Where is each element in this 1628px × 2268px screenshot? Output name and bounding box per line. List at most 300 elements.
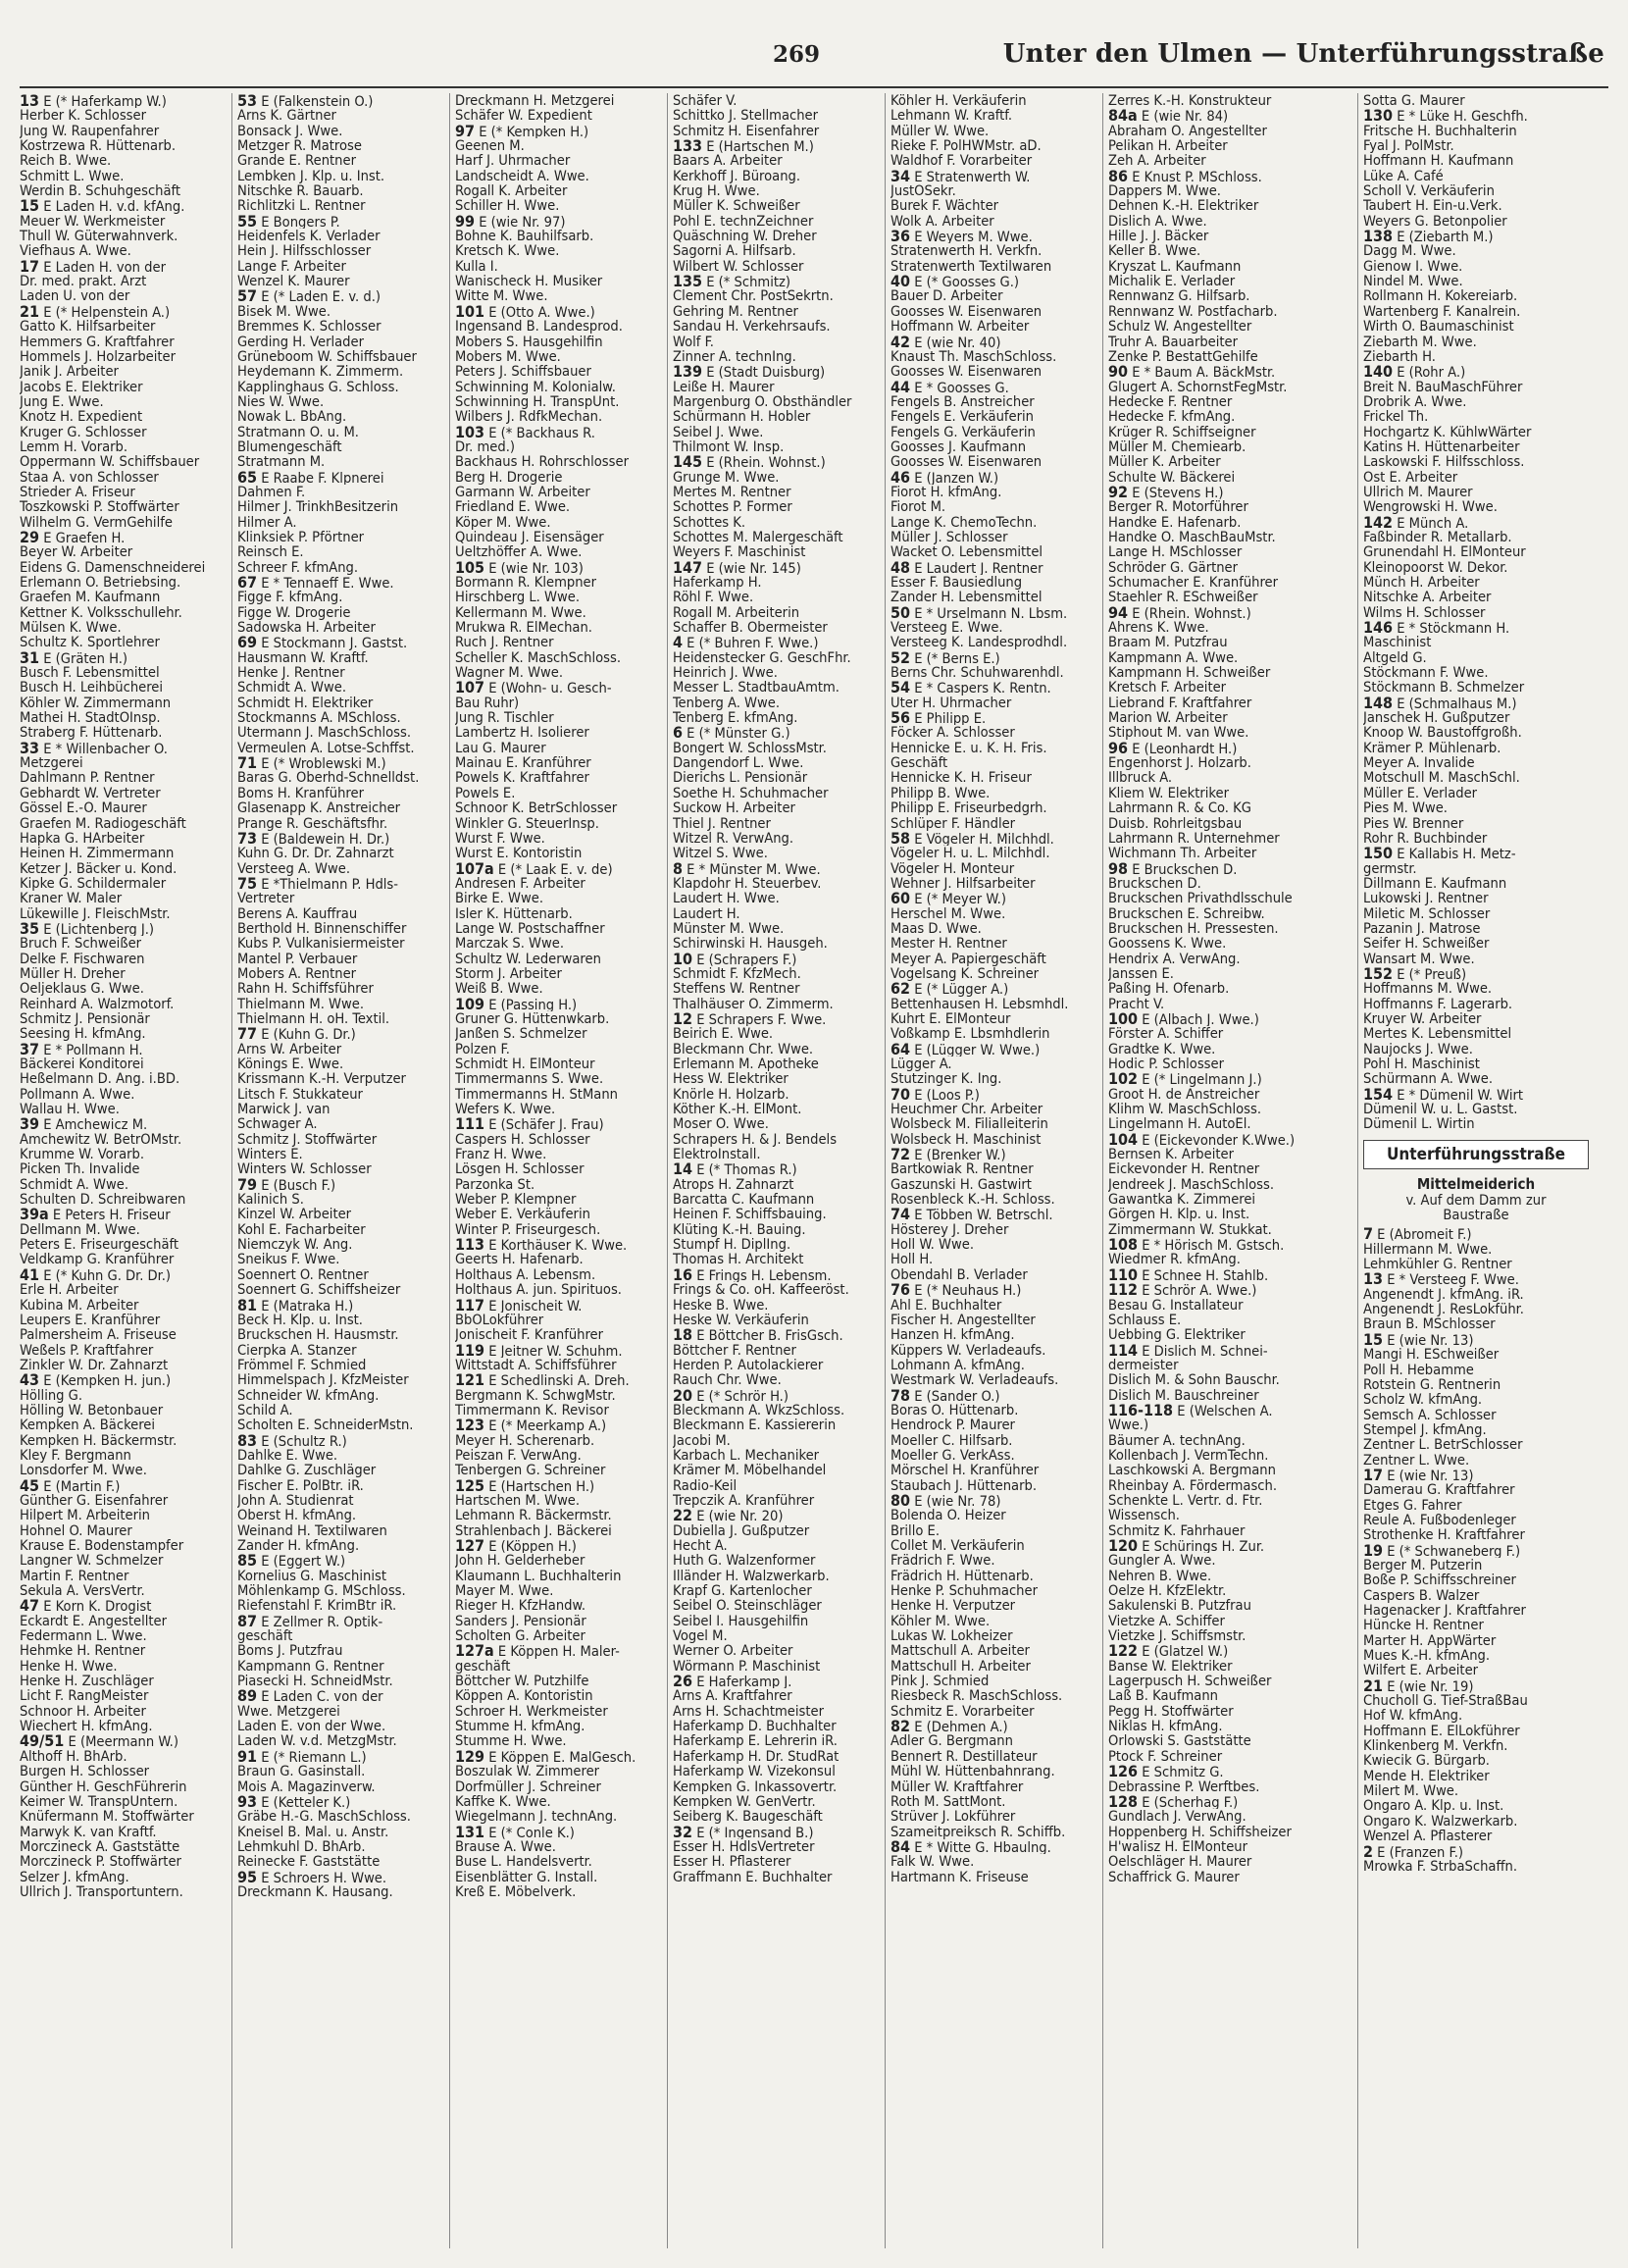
directory-entry: Strieder A. Friseur: [20, 484, 135, 500]
directory-entry: Kostrzewa R. Hüttenarb.: [20, 138, 176, 154]
directory-entry: 33 E * Willenbacher O.: [20, 740, 168, 756]
directory-entry: Janschek H. Gußputzer: [1363, 710, 1510, 726]
house-number: 41: [20, 1266, 40, 1283]
directory-entry: Jacobs E. Elektriker: [20, 379, 143, 394]
directory-entry: Klinksiek P. Pförtner: [237, 529, 365, 545]
directory-entry: Strüver J. Lokführer: [890, 1809, 1016, 1825]
directory-entry: Tenbergen G. Schreiner: [455, 1463, 606, 1478]
street-section-title: Unterführungsstraße: [1363, 1140, 1589, 1169]
directory-entry: Schulte W. Bäckerei: [1108, 469, 1236, 485]
directory-entry: Landscheidt A. Wwe.: [455, 168, 589, 184]
directory-entry: Hausmann W. Kraftf.: [237, 649, 369, 666]
directory-entry: Heinrich J. Wwe.: [673, 665, 778, 681]
directory-column: [237, 93, 445, 2248]
house-number: 93: [237, 1793, 258, 1810]
directory-entry: 117 E Jonischeit W.: [455, 1297, 583, 1313]
page-header: [0, 35, 1628, 75]
directory-entry: Dislich M. & Sohn Bauschr.: [1108, 1372, 1280, 1388]
directory-entry: Berthold H. Binnenschiffer: [237, 920, 407, 937]
directory-entry: Bennert R. Destillateur: [890, 1748, 1038, 1765]
directory-entry: Meyer H. Scherenarb.: [455, 1432, 595, 1448]
house-number: 37: [20, 1041, 40, 1057]
directory-entry: Rollmann H. Kokereiarb.: [1363, 288, 1518, 304]
directory-entry: Haferkamp H. Dr. StudRat: [673, 1748, 839, 1765]
directory-entry: Storm J. Arbeiter: [455, 965, 562, 982]
house-number: 17: [20, 258, 40, 275]
house-number: 29: [20, 529, 40, 545]
directory-entry: 52 E (* Berns E.): [890, 649, 1000, 666]
directory-entry: Pegg H. Stoffwärter: [1108, 1703, 1234, 1720]
directory-entry: 94 E (Rhein. Wohnst.): [1108, 604, 1251, 621]
directory-entry: Heydemann K. Zimmerm.: [237, 364, 404, 380]
house-number: 154: [1363, 1086, 1394, 1103]
directory-entry: Piasecki H. SchneidMstr.: [237, 1674, 393, 1689]
directory-entry: Meuer W. Werkmeister: [20, 213, 166, 230]
house-number: 92: [1108, 484, 1129, 500]
house-number: 85: [237, 1553, 258, 1569]
directory-entry: Morczineck A. Gaststätte: [20, 1838, 180, 1855]
directory-entry: Kempken W. GenVertr.: [673, 1793, 816, 1810]
house-number: 152: [1363, 965, 1394, 982]
directory-entry: Oelze H. KfzElektr.: [1108, 1583, 1227, 1599]
directory-entry: Lange W. Postschaffner: [455, 920, 605, 937]
directory-entry: Krämer P. Mühlenarb.: [1363, 740, 1501, 756]
directory-entry: 76 E (* Neuhaus H.): [890, 1282, 1022, 1298]
house-number: 104: [1108, 1131, 1139, 1148]
directory-entry: Schaffrick G. Maurer: [1108, 1869, 1240, 1884]
directory-entry: Janssen E.: [1108, 965, 1174, 982]
directory-entry: Zenke P. BestattGehilfe: [1108, 348, 1258, 365]
directory-entry: Schrapers H. & J. Bendels: [673, 1131, 838, 1148]
directory-entry: Polzen F.: [455, 1041, 510, 1057]
house-number: 15: [1363, 1331, 1384, 1348]
directory-entry: Barcatta C. Kaufmann: [673, 1192, 815, 1208]
house-number: 21: [20, 303, 40, 320]
directory-entry: Mues K.-H. kfmAng.: [1363, 1648, 1491, 1664]
directory-entry: 14 E (* Thomas R.): [673, 1161, 797, 1177]
directory-entry: 50 E * Urselmann N. Lbsm.: [890, 604, 1068, 621]
directory-entry: Oelschläger H. Maurer: [1108, 1854, 1252, 1870]
directory-entry: Wacket O. Lebensmittel: [890, 544, 1043, 560]
directory-entry: Ahl E. Buchhalter: [890, 1297, 1002, 1313]
directory-entry: Kerkhoff J. Büroang.: [673, 168, 801, 184]
directory-entry: Kruger G. Schlosser: [20, 424, 147, 439]
directory-entry: Gungler A. Wwe.: [1108, 1553, 1216, 1569]
directory-entry: Uter H. Uhrmacher: [890, 695, 1012, 711]
directory-entry: Baars A. Arbeiter: [673, 153, 783, 169]
directory-entry: Lingelmann H. AutoEl.: [1108, 1116, 1251, 1132]
directory-entry: Burgen H. Schlosser: [20, 1764, 150, 1779]
directory-entry: 62 E (* Lügger A.): [890, 981, 1009, 997]
directory-entry: 45 E (Martin F.): [20, 1477, 121, 1493]
directory-entry: Herden P. Autolackierer: [673, 1357, 824, 1373]
directory-entry: Hennicke E. u. K. H. Fris.: [890, 740, 1047, 756]
directory-entry: Lambertz H. Isolierer: [455, 725, 589, 741]
directory-entry: Stutzinger K. Ing.: [890, 1071, 1002, 1087]
directory-entry: Pazanin J. Matrose: [1363, 920, 1481, 937]
directory-entry: Scheller K. MaschSchloss.: [455, 649, 622, 666]
directory-entry: Glasenapp K. Anstreicher: [237, 800, 401, 816]
directory-entry: Obendahl B. Verlader: [890, 1266, 1028, 1283]
directory-entry: Schneider W. kfmAng.: [237, 1387, 380, 1403]
directory-entry: geschäft: [455, 1658, 511, 1675]
directory-entry: Schulten D. Schreibwaren: [20, 1192, 186, 1208]
directory-entry: 123 E (* Meerkamp A.): [455, 1418, 607, 1433]
directory-entry: Dr. med.): [455, 438, 516, 455]
directory-entry: Karbach L. Mechaniker: [673, 1447, 820, 1464]
directory-entry: Mende H. Elektriker: [1363, 1768, 1490, 1784]
directory-entry: John A. Studienrat: [237, 1492, 354, 1509]
directory-entry: Banse W. Elektriker: [1108, 1658, 1233, 1675]
directory-entry: 81 E (Matraka H.): [237, 1297, 354, 1313]
house-number: 14: [673, 1161, 693, 1177]
directory-entry: Debrassine P. Werftbes.: [1108, 1778, 1260, 1794]
directory-entry: Lüke A. Café: [1363, 168, 1444, 184]
directory-entry: Cierpka A. Stanzer: [237, 1342, 357, 1358]
directory-entry: Wissensch.: [1108, 1508, 1180, 1523]
directory-entry: Gössel E.-O. Maurer: [20, 800, 147, 816]
directory-entry: 87 E Zellmer R. Optik-: [237, 1613, 383, 1629]
directory-entry: Altgeld G.: [1363, 649, 1427, 666]
directory-entry: Pohl E. technZeichner: [673, 213, 814, 230]
house-number: 60: [890, 891, 911, 906]
directory-entry: 65 E Raabe F. Klpnerei: [237, 469, 384, 485]
house-number: 127a: [455, 1643, 494, 1659]
directory-entry: 69 E Stockmann J. Gastst.: [237, 635, 408, 650]
directory-entry: Nies W. Wwe.: [237, 393, 325, 410]
house-number: 122: [1108, 1643, 1139, 1659]
directory-entry: Geerts H. Hafenarb.: [455, 1252, 584, 1267]
directory-entry: Stratmann O. u. M.: [237, 424, 359, 439]
house-number: 76: [890, 1282, 911, 1298]
directory-entry: dermeister: [1108, 1357, 1179, 1373]
directory-entry: Sakulenski B. Putzfrau: [1108, 1598, 1251, 1614]
directory-entry: Picken Th. Invalide: [20, 1161, 140, 1177]
directory-entry: Parzonka St.: [455, 1176, 535, 1193]
directory-entry: 35 E (Lichtenberg J.): [20, 920, 155, 937]
directory-entry: Staa A. von Schlosser: [20, 469, 159, 485]
directory-entry: 77 E (Kuhn G. Dr.): [237, 1026, 356, 1042]
directory-entry: Pink J. Schmied: [890, 1674, 990, 1689]
directory-entry: Clement Chr. PostSekrtn.: [673, 288, 834, 304]
directory-entry: Zinner A. technIng.: [673, 348, 796, 365]
house-number: 78: [890, 1387, 911, 1403]
directory-entry: Kempken H. Bäckermstr.: [20, 1432, 178, 1448]
directory-entry: 133 E (Hartschen M.): [673, 138, 814, 154]
directory-entry: Krause E. Bodenstampfer: [20, 1538, 184, 1554]
directory-entry: Mobers A. Rentner: [237, 965, 357, 982]
directory-entry: Mrukwa R. ElMechan.: [455, 620, 592, 636]
house-number: 145: [673, 454, 703, 470]
directory-entry: Kettner K. Volksschullehr.: [20, 604, 182, 621]
directory-entry: 122 E (Glatzel W.): [1108, 1643, 1229, 1659]
directory-entry: Pies W. Brenner: [1363, 815, 1464, 831]
directory-entry: Berens A. Kauffrau: [237, 905, 358, 921]
directory-entry: Hodic P. Schlosser: [1108, 1057, 1224, 1072]
directory-entry: Marczak S. Wwe.: [455, 936, 565, 952]
house-number: 36: [890, 229, 911, 244]
directory-entry: Weinand H. Textilwaren: [237, 1522, 387, 1538]
directory-entry: Küppers W. Verladeaufs.: [890, 1342, 1046, 1358]
directory-entry: Rauch Chr. Wwe.: [673, 1372, 782, 1388]
directory-entry: 127 E (Köppen H.): [455, 1538, 577, 1554]
directory-entry: Weber P. Klempner: [455, 1192, 577, 1208]
directory-entry: Scholl V. Verkäuferin: [1363, 183, 1495, 199]
directory-entry: Erlemann O. Betriebsing.: [20, 575, 181, 591]
directory-entry: 56 E Philipp E.: [890, 710, 987, 726]
directory-entry: Lange H. MSchlosser: [1108, 544, 1243, 560]
directory-entry: Veldkamp G. Kranführer: [20, 1252, 175, 1267]
directory-entry: Nindel M. Wwe.: [1363, 274, 1463, 289]
directory-entry: Buse L. Handelsvertr.: [455, 1854, 592, 1870]
directory-entry: Knotz H. Expedient: [20, 409, 143, 425]
directory-entry: Sneikus F. Wwe.: [237, 1252, 340, 1267]
directory-entry: Knörle H. Holzarb.: [673, 1086, 789, 1103]
directory-entry: Rohr R. Buchbinder: [1363, 830, 1488, 847]
directory-entry: 78 E (Sander O.): [890, 1387, 1000, 1403]
directory-entry: Oppermann W. Schiffsbauer: [20, 454, 200, 470]
house-number: 62: [890, 981, 911, 997]
directory-entry: Boszulak W. Zimmerer: [455, 1764, 600, 1779]
directory-entry: Bartkowiak R. Rentner: [890, 1161, 1034, 1177]
directory-entry: Bleckmann Chr. Wwe.: [673, 1041, 814, 1057]
directory-entry: 19 E (* Schwaneberg F.): [1363, 1542, 1521, 1558]
directory-entry: ElektroInstall.: [673, 1147, 761, 1162]
directory-entry: Voßkamp E. Lbsmhdlerin: [890, 1026, 1050, 1042]
directory-entry: 46 E (Janzen W.): [890, 469, 999, 485]
house-number: 139: [673, 364, 703, 380]
directory-entry: Baras G. Oberhd-Schnelldst.: [237, 770, 420, 786]
directory-entry: Henke H. Zuschläger: [20, 1674, 154, 1689]
directory-entry: Peters J. Schiffsbauer: [455, 364, 591, 380]
directory-entry: Ullrich M. Maurer: [1363, 484, 1473, 500]
house-number: 20: [673, 1387, 693, 1403]
house-number: 53: [237, 93, 258, 109]
house-number: 13: [20, 93, 40, 109]
house-number: 10: [673, 951, 693, 966]
directory-entry: Rheinbay A. Fördermasch.: [1108, 1477, 1278, 1493]
directory-entry: Staehler R. ESchweißer: [1108, 590, 1258, 605]
directory-entry: Schwinning H. TranspUnt.: [455, 393, 620, 410]
directory-entry: Eickevonder H. Rentner: [1108, 1161, 1260, 1177]
directory-entry: Moeller C. Hilfsarb.: [890, 1432, 1013, 1448]
directory-entry: Kinzel W. Arbeiter: [237, 1207, 352, 1222]
directory-entry: Reinhard A. Walzmotorf.: [20, 996, 175, 1011]
directory-entry: Stumpf H. DiplIng.: [673, 1237, 791, 1253]
directory-entry: Ziebarth H.: [1363, 348, 1436, 365]
directory-entry: 75 E *Thielmann P. Hdls-: [237, 875, 399, 892]
directory-entry: 110 E Schnee H. Stahlb.: [1108, 1266, 1269, 1283]
directory-entry: Könings E. Wwe.: [237, 1057, 344, 1072]
directory-entry: 83 E (Schultz R.): [237, 1432, 347, 1448]
directory-entry: Mertes K. Lebensmittel: [1363, 1026, 1512, 1042]
directory-entry: Bruch F. Schweißer: [20, 936, 142, 952]
house-number: 4: [673, 635, 684, 650]
directory-entry: Roth M. SattMont.: [890, 1793, 1006, 1810]
directory-entry: Schulz W. Angestellter: [1108, 319, 1252, 335]
directory-entry: Lehmann W. Kraftf.: [890, 108, 1013, 124]
directory-entry: 91 E (* Riemann L.): [237, 1748, 367, 1765]
directory-entry: Dorfmüller J. Schreiner: [455, 1778, 601, 1794]
directory-entry: Kubs P. Vulkanisiermeister: [237, 936, 405, 952]
directory-entry: Kretsch K. Wwe.: [455, 243, 560, 259]
directory-entry: Naujocks J. Wwe.: [1363, 1041, 1473, 1057]
directory-entry: 21 E (* Helpenstein A.): [20, 303, 171, 320]
directory-entry: Hess W. Elektriker: [673, 1071, 789, 1087]
directory-entry: Bauer D. Arbeiter: [890, 288, 1003, 304]
directory-entry: Laß B. Kaufmann: [1108, 1688, 1218, 1704]
directory-entry: Gawantka K. Zimmerei: [1108, 1192, 1256, 1208]
directory-entry: Sandau H. Verkehrsaufs.: [673, 319, 831, 335]
directory-entry: Schürmann H. Hobler: [673, 409, 811, 425]
house-number: 148: [1363, 695, 1394, 711]
house-number: 45: [20, 1477, 40, 1493]
directory-entry: Drobrik A. Wwe.: [1363, 393, 1467, 410]
directory-entry: Engenhorst J. Holzarb.: [1108, 755, 1251, 771]
directory-entry: Jendreek J. MaschSchloss.: [1108, 1176, 1274, 1193]
directory-entry: Schröder G. Gärtner: [1108, 559, 1239, 575]
directory-entry: 128 E (Scherhag F.): [1108, 1793, 1239, 1810]
directory-entry: Sotta G. Maurer: [1363, 93, 1465, 109]
directory-entry: Zentner L. Wwe.: [1363, 1452, 1470, 1468]
directory-entry: Powels E.: [455, 785, 516, 801]
directory-entry: Boras O. Hüttenarb.: [890, 1402, 1019, 1418]
directory-entry: Viefhaus A. Wwe.: [20, 243, 131, 259]
directory-entry: 98 E Bruckschen D.: [1108, 860, 1238, 876]
directory-entry: Graefen M. Radiogeschäft: [20, 815, 186, 831]
directory-entry: Schottes M. Malergeschäft: [673, 529, 843, 545]
house-number: 129: [455, 1748, 485, 1765]
directory-entry: Wiechert H. kfmAng.: [20, 1719, 153, 1734]
directory-entry: 39 E Amchewicz M.: [20, 1116, 148, 1132]
directory-entry: 90 E * Baum A. BäckMstr.: [1108, 364, 1276, 380]
directory-entry: Richlitzki L. Rentner: [237, 198, 366, 214]
house-number: 15: [20, 198, 40, 214]
directory-entry: Gerding H. Verlader: [237, 334, 364, 349]
directory-entry: Messer L. StadtbauAmtm.: [673, 680, 839, 696]
directory-entry: 17 E (wie Nr. 13): [1363, 1467, 1474, 1483]
directory-entry: Schmidt H. Elektriker: [237, 695, 374, 711]
directory-entry: 40 E (* Goosses G.): [890, 274, 1019, 289]
directory-entry: Köper M. Wwe.: [455, 514, 551, 530]
directory-entry: Hilmer J. TrinkhBesitzerin: [237, 499, 399, 515]
directory-entry: Strothenke H. Kraftfahrer: [1363, 1527, 1525, 1543]
directory-entry: Müller H. Dreher: [20, 965, 126, 982]
directory-entry: Peiszan F. VerwAng.: [455, 1447, 582, 1464]
directory-entry: Gundlach J. VerwAng.: [1108, 1809, 1246, 1825]
house-number: 21: [1363, 1677, 1384, 1694]
directory-entry: 21 E (wie Nr. 19): [1363, 1677, 1474, 1694]
directory-entry: Weber E. Verkäuferin: [455, 1207, 590, 1222]
directory-entry: Wörmann P. Maschinist: [673, 1658, 821, 1675]
house-number: 91: [237, 1748, 258, 1765]
directory-entry: Böttcher F. Rentner: [673, 1342, 796, 1358]
house-number: 113: [455, 1237, 485, 1253]
house-number: 70: [890, 1086, 911, 1103]
directory-entry: Soethe H. Schuhmacher: [673, 785, 829, 801]
directory-entry: Hein J. Hilfsschlosser: [237, 243, 372, 259]
directory-entry: Beirich E. Wwe.: [673, 1026, 774, 1042]
house-number: 46: [890, 469, 911, 485]
directory-entry: Kampmann A. Wwe.: [1108, 649, 1239, 666]
directory-entry: Witzel R. VerwAng.: [673, 830, 794, 847]
directory-entry: Delke F. Fischwaren: [20, 951, 145, 966]
directory-entry: 67 E * Tennaeff E. Wwe.: [237, 575, 394, 591]
directory-entry: Kretsch F. Arbeiter: [1108, 680, 1227, 696]
house-number: 47: [20, 1598, 40, 1614]
column-divider: [885, 93, 886, 2248]
directory-entry: Schmitz E. Vorarbeiter: [890, 1703, 1035, 1720]
directory-entry: Timmermanns S. Wwe.: [455, 1071, 604, 1087]
directory-entry: Bruckschen E. Schreibw.: [1108, 905, 1265, 921]
directory-entry: 100 E (Albach J. Wwe.): [1108, 1010, 1259, 1027]
directory-entry: Vögeler H. Monteur: [890, 860, 1015, 876]
directory-entry: Müller M. Chemiearb.: [1108, 438, 1246, 455]
house-number: 133: [673, 138, 703, 154]
directory-entry: Arns A. Kraftfahrer: [673, 1688, 792, 1704]
directory-entry: Staubach J. Hüttenarb.: [890, 1477, 1037, 1493]
directory-entry: Backhaus H. Rohrschlosser: [455, 454, 629, 470]
directory-entry: Wengrowski H. Wwe.: [1363, 499, 1498, 515]
directory-entry: Bohne K. Bauhilfsarb.: [455, 229, 594, 244]
directory-entry: Henke H. Wwe.: [20, 1658, 118, 1675]
directory-entry: 116-118 E (Welschen A.: [1108, 1402, 1273, 1418]
directory-entry: Niklas H. kfmAng.: [1108, 1719, 1223, 1734]
house-number: 99: [455, 213, 476, 230]
directory-entry: Dehnen K.-H. Elektriker: [1108, 198, 1259, 214]
directory-entry: 39a E Peters H. Friseur: [20, 1207, 171, 1222]
directory-entry: Schirwinski H. Hausgeh.: [673, 936, 828, 952]
directory-entry: Paßing H. Ofenarb.: [1108, 981, 1230, 997]
house-number: 7: [1363, 1226, 1374, 1242]
directory-entry: Hohnel O. Maurer: [20, 1522, 132, 1538]
directory-entry: Goosses J. Kaufmann: [890, 438, 1027, 455]
house-number: 83: [237, 1432, 258, 1448]
directory-entry: Gebhardt W. Vertreter: [20, 785, 161, 801]
directory-entry: 85 E (Eggert W.): [237, 1553, 346, 1569]
directory-entry: Kampmann H. Schweißer: [1108, 665, 1271, 681]
directory-entry: Frädrich F. Wwe.: [890, 1553, 995, 1569]
house-number: 142: [1363, 514, 1394, 530]
directory-entry: Bleckmann A. WkzSchloss.: [673, 1402, 845, 1418]
house-number: 34: [890, 168, 911, 184]
directory-entry: Katins H. Hüttenarbeiter: [1363, 438, 1520, 455]
directory-entry: Graffmann E. Buchhalter: [673, 1869, 833, 1884]
directory-entry: 54 E * Caspers K. Rentn.: [890, 680, 1051, 696]
directory-entry: Semsch A. Schlosser: [1363, 1407, 1497, 1422]
directory-entry: 147 E (wie Nr. 145): [673, 559, 801, 575]
directory-entry: Quäschning W. Dreher: [673, 229, 817, 244]
directory-entry: Laskowski F. Hilfsschloss.: [1363, 454, 1525, 470]
directory-entry: Oberst H. kfmAng.: [237, 1508, 357, 1523]
directory-entry: Franz H. Wwe.: [455, 1147, 547, 1162]
directory-entry: Köhler H. Verkäuferin: [890, 93, 1027, 109]
directory-entry: Thomas H. Architekt: [673, 1252, 804, 1267]
directory-entry: Wirth O. Baumaschinist: [1363, 319, 1514, 335]
directory-entry: Chucholl G. Tief-StraßBau: [1363, 1693, 1528, 1709]
directory-entry: Kapplinghaus G. Schloss.: [237, 379, 399, 394]
directory-entry: Frädrich H. Hüttenarb.: [890, 1568, 1034, 1584]
directory-entry: Gradtke K. Wwe.: [1108, 1041, 1216, 1057]
directory-entry: Kipke G. Schildermaler: [20, 875, 167, 892]
directory-entry: Herber K. Schlosser: [20, 108, 146, 124]
directory-entry: 140 E (Rohr A.): [1363, 364, 1466, 380]
directory-entry: Ptock F. Schreiner: [1108, 1748, 1223, 1765]
directory-entry: Kreß E. Möbelverk.: [455, 1883, 577, 1900]
directory-entry: Nitschke R. Bauarb.: [237, 183, 364, 199]
directory-entry: Philipp B. Wwe.: [890, 785, 991, 801]
house-number: 98: [1108, 860, 1129, 876]
